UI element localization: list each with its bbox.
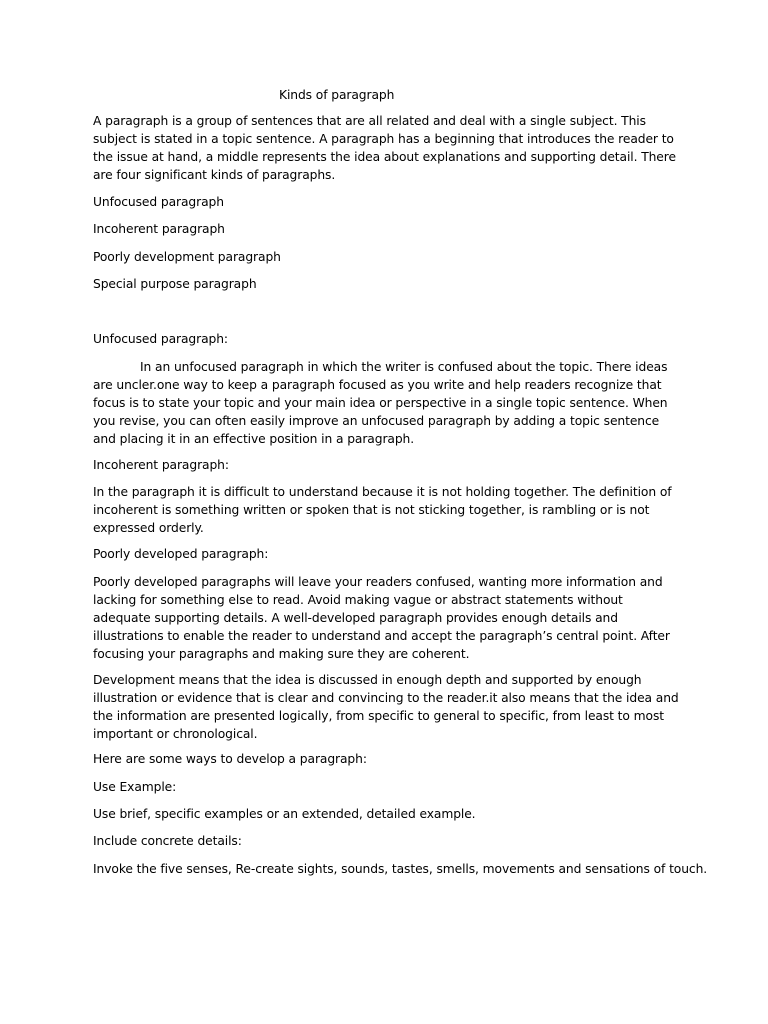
concrete-details-body: Invoke the five senses, Re-create sights, sounds, tastes, smells, movements and sensations of touch. <box>93 862 708 876</box>
ways-heading: Here are some ways to develop a paragraph: <box>93 752 367 766</box>
use-example-heading: Use Example: <box>93 780 177 794</box>
kind-item-poorly-development: Poorly development paragraph <box>93 250 281 264</box>
poorly-developed-heading: Poorly developed paragraph: <box>93 547 269 561</box>
development-paragraph: Development means that the idea is discussed in enough depth and supported by enough illustration or evidence that is clear and convincing to the reader.it also means that the idea and the information are presented logically, from specific to general to specific, from least to most important or chronological. <box>93 673 679 741</box>
incoherent-body: In the paragraph it is difficult to understand because it is not holding together. The definition of incoherent is something written or spoken that is not sticking together, is rambling or is not expressed orderly. <box>93 485 672 535</box>
kind-item-special-purpose: Special purpose paragraph <box>93 277 257 291</box>
document-title: Kinds of paragraph <box>279 88 395 102</box>
intro-paragraph: A paragraph is a group of sentences that are all related and deal with a single subject. This subject is stated in a topic sentence. A paragraph has a beginning that introduces the reader to the issue at hand, a middle represents the idea about explanations and supporting detail. There are four significant kinds of paragraphs. <box>93 114 676 182</box>
kind-item-unfocused: Unfocused paragraph <box>93 195 224 209</box>
unfocused-heading: Unfocused paragraph: <box>93 332 228 346</box>
kind-item-incoherent: Incoherent paragraph <box>93 222 225 236</box>
poorly-developed-body: Poorly developed paragraphs will leave your readers confused, wanting more information and lacking for something else to read. Avoid making vague or abstract statements without adequate supporting details. A well-developed paragraph provides enough details and illustrations to enable the reader to understand and accept the paragraph’s central point. After focusing your paragraphs and making sure they are coherent. <box>93 575 670 661</box>
concrete-details-heading: Include concrete details: <box>93 834 242 848</box>
incoherent-heading: Incoherent paragraph: <box>93 458 229 472</box>
use-example-body: Use brief, specific examples or an extended, detailed example. <box>93 807 476 821</box>
unfocused-body: In an unfocused paragraph in which the writer is confused about the topic. There ideas are uncler.one way to keep a paragraph focused as you write and help readers recognize that focus is to state your topic and your main idea or perspective in a single topic sentence. When you revise, you can often easily improve an unfocused paragraph by adding a topic sentence and placing it in an effective position in a paragraph. <box>93 360 668 446</box>
